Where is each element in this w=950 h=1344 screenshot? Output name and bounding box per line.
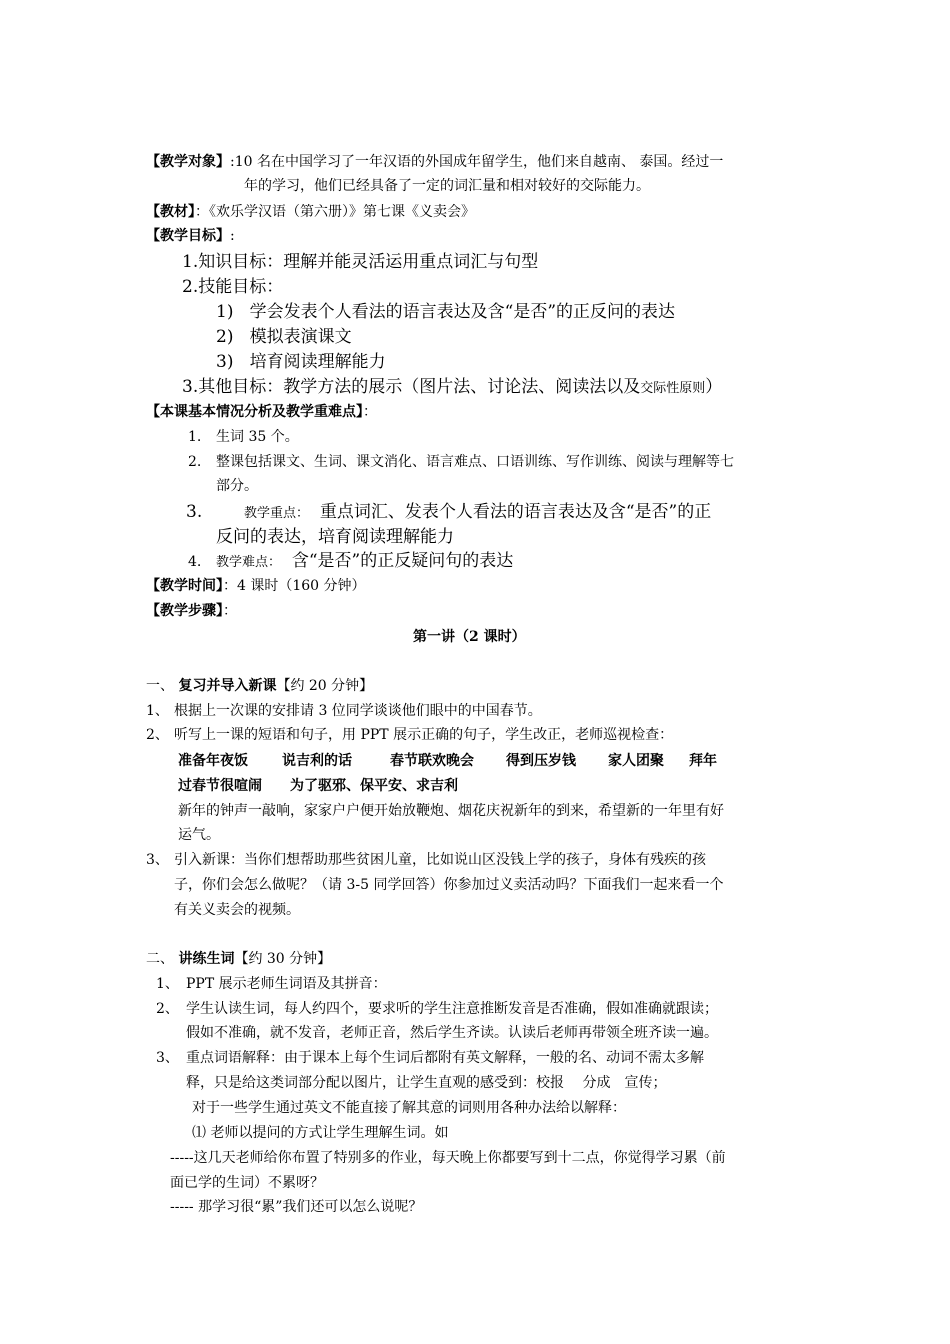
list-item-text: 引入新课：当你们想帮助那些贫困儿童，比如说山区没钱上学的孩子，身体有残疾的孩 xyxy=(174,852,706,868)
dictation-sentence-cont: 运气。 xyxy=(178,827,220,843)
time-text: ：4 课时（160 分钟） xyxy=(223,578,366,594)
phrase: 家人团聚 xyxy=(608,753,664,769)
analysis-item-num: 3. xyxy=(186,502,203,522)
phrase: 得到压岁钱 xyxy=(506,753,576,769)
lecture-title: 第一讲（2 课时） xyxy=(413,629,526,645)
list-item-text: 根据上一次课的安排请 3 位同学谈谈他们眼中的中国春节。 xyxy=(174,703,542,719)
skill-item-text: 培育阅读理解能力 xyxy=(249,352,386,372)
phrase: 拜年 xyxy=(689,753,717,769)
list-item-text: 学生认读生词，每人约四个，要求听的学生注意推断发音是否准确，假如准确就跟读； xyxy=(186,1001,718,1017)
steps-colon: ： xyxy=(223,603,237,619)
difficulty-line xyxy=(216,549,513,575)
section-title: 讲练生词 xyxy=(178,951,235,967)
teaching-object-line xyxy=(146,152,723,172)
example-question-cont: 面已学的生词）不累呀？ xyxy=(170,1175,324,1191)
key-points-label: 教学重点： xyxy=(244,506,310,521)
goal-other-end: ） xyxy=(705,377,723,397)
textbook-line xyxy=(146,202,475,222)
textbook-text: ：《欢乐学汉语（第六册）》第七课《义卖会》 xyxy=(195,204,475,220)
list-item-text-cont: ⑴ 老师以提问的方式让学生理解生词。如 xyxy=(192,1125,449,1141)
skill-item-text: 模拟表演课文 xyxy=(249,327,352,347)
analysis-item-text: 整课包括课文、生词、课文消化、语言难点、口语训练、写作训练、阅读与理解等七 xyxy=(216,454,734,470)
list-item-text-cont: 有关义卖会的视频。 xyxy=(174,902,300,918)
phrase: 准备年夜饭 xyxy=(178,753,248,769)
dictation-sentence: 新年的钟声一敲响，家家户户便开始放鞭炮、烟花庆祝新年的到来，希望新的一年里有好 xyxy=(178,803,724,819)
list-item-text: 听写上一课的短语和句子，用 PPT 展示正确的句子，学生改正，老师巡视检查： xyxy=(174,727,674,743)
list-item-num: 1、 xyxy=(146,703,169,719)
key-points-text: 重点词汇、发表个人看法的语言表达及含“是否”的正 xyxy=(319,502,712,522)
goal-other xyxy=(182,375,722,401)
skill-item-num: 3) xyxy=(216,352,234,372)
section-duration: 【约 20 分钟】 xyxy=(276,678,374,694)
analysis-item-num: 1. xyxy=(188,429,202,445)
skill-item-text: 学会发表个人看法的语言表达及含“是否”的正反问的表达 xyxy=(249,302,676,322)
difficulty-text: 含“是否”的正反疑问句的表达 xyxy=(291,551,514,571)
example-question: ----- 那学习很“累”我们还可以怎么说呢？ xyxy=(170,1199,423,1215)
skill-item xyxy=(216,350,386,374)
list-item-num: 3、 xyxy=(156,1050,179,1066)
section-number: 二、 xyxy=(146,951,174,967)
section-heading xyxy=(146,949,331,969)
difficulty-label: 教学难点： xyxy=(216,555,282,570)
analysis-colon: ： xyxy=(363,404,377,420)
analysis-item-num: 2. xyxy=(188,454,202,470)
list-item-text: PPT 展示老师生词语及其拼音： xyxy=(186,976,387,992)
example-question: -----这几天老师给你布置了特别多的作业，每天晚上你都要写到十二点，你觉得学习累（前 xyxy=(170,1150,726,1166)
teaching-object-text: :10 名在中国学习了一年汉语的外国成年留学生，他们来自越南、 泰国。经过一 xyxy=(230,154,724,170)
phrase: 春节联欢晚会 xyxy=(390,753,474,769)
phrase: 过春节很喧闹 xyxy=(178,778,262,794)
phrase: 为了驱邪、保平安、求吉利 xyxy=(290,778,458,794)
list-item-text-cont: 假如不准确，就不发音，老师正音，然后学生齐读。认读后老师再带领全班齐读一遍。 xyxy=(186,1025,718,1041)
analysis-item-text-cont: 部分。 xyxy=(216,478,258,494)
list-item-text-cont: 子，你们会怎么做呢？（请 3-5 同学回答）你参加过义卖活动吗？下面我们一起来看一个 xyxy=(174,877,724,893)
goals-heading xyxy=(146,226,235,246)
teaching-object-label: 【教学对象】 xyxy=(146,154,230,170)
section-number: 一、 xyxy=(146,678,174,694)
list-item-text: 重点词语解释：由于课本上每个生词后都附有英文解释，一般的名、动词不需太多解 xyxy=(186,1050,704,1066)
goal-other-small: 交际性原则 xyxy=(640,381,706,396)
steps-heading xyxy=(146,601,237,621)
phrase: 说吉利的话 xyxy=(282,753,352,769)
section-heading xyxy=(146,676,373,696)
key-points-line xyxy=(244,500,711,526)
analysis-heading xyxy=(146,402,377,422)
list-item-num: 1、 xyxy=(156,976,179,992)
goals-label: 【教学目标】 xyxy=(146,228,230,244)
skill-item xyxy=(216,300,675,324)
textbook-label: 【教材】 xyxy=(146,204,195,220)
analysis-item-text: 生词 35 个。 xyxy=(216,429,299,445)
section-title: 复习并导入新课 xyxy=(178,678,277,694)
analysis-label: 【本课基本情况分析及教学重难点】 xyxy=(146,404,363,420)
goal-knowledge: 1.知识目标：理解并能灵活运用重点词汇与句型 xyxy=(182,252,539,272)
list-item-num: 3、 xyxy=(146,852,169,868)
section-duration: 【约 30 分钟】 xyxy=(234,951,332,967)
analysis-item-num: 4. xyxy=(188,554,202,570)
skill-item xyxy=(216,325,352,349)
list-item-text-cont: 释，只是给这类词部分配以图片，让学生直观的感受到：校报 分成 宣传； xyxy=(186,1075,667,1091)
skill-item-num: 2) xyxy=(216,327,234,347)
list-item-num: 2、 xyxy=(156,1001,179,1017)
skill-item-num: 1) xyxy=(216,302,234,322)
goals-colon: : xyxy=(230,228,235,244)
teaching-object-text-cont: 年的学习，他们已经具备了一定的词汇量和相对较好的交际能力。 xyxy=(244,178,650,194)
time-line xyxy=(146,576,366,596)
list-item-text-cont: 对于一些学生通过英文不能直接了解其意的词则用各种办法给以解释： xyxy=(192,1100,626,1116)
time-label: 【教学时间】 xyxy=(146,578,223,594)
list-item-num: 2、 xyxy=(146,727,169,743)
steps-label: 【教学步骤】 xyxy=(146,603,223,619)
key-points-text-cont: 反问的表达，培育阅读理解能力 xyxy=(216,527,454,547)
goal-skills: 2.技能目标： xyxy=(182,277,284,297)
goal-other-text: 3.其他目标：教学方法的展示（图片法、讨论法、阅读法以及 xyxy=(182,377,641,397)
